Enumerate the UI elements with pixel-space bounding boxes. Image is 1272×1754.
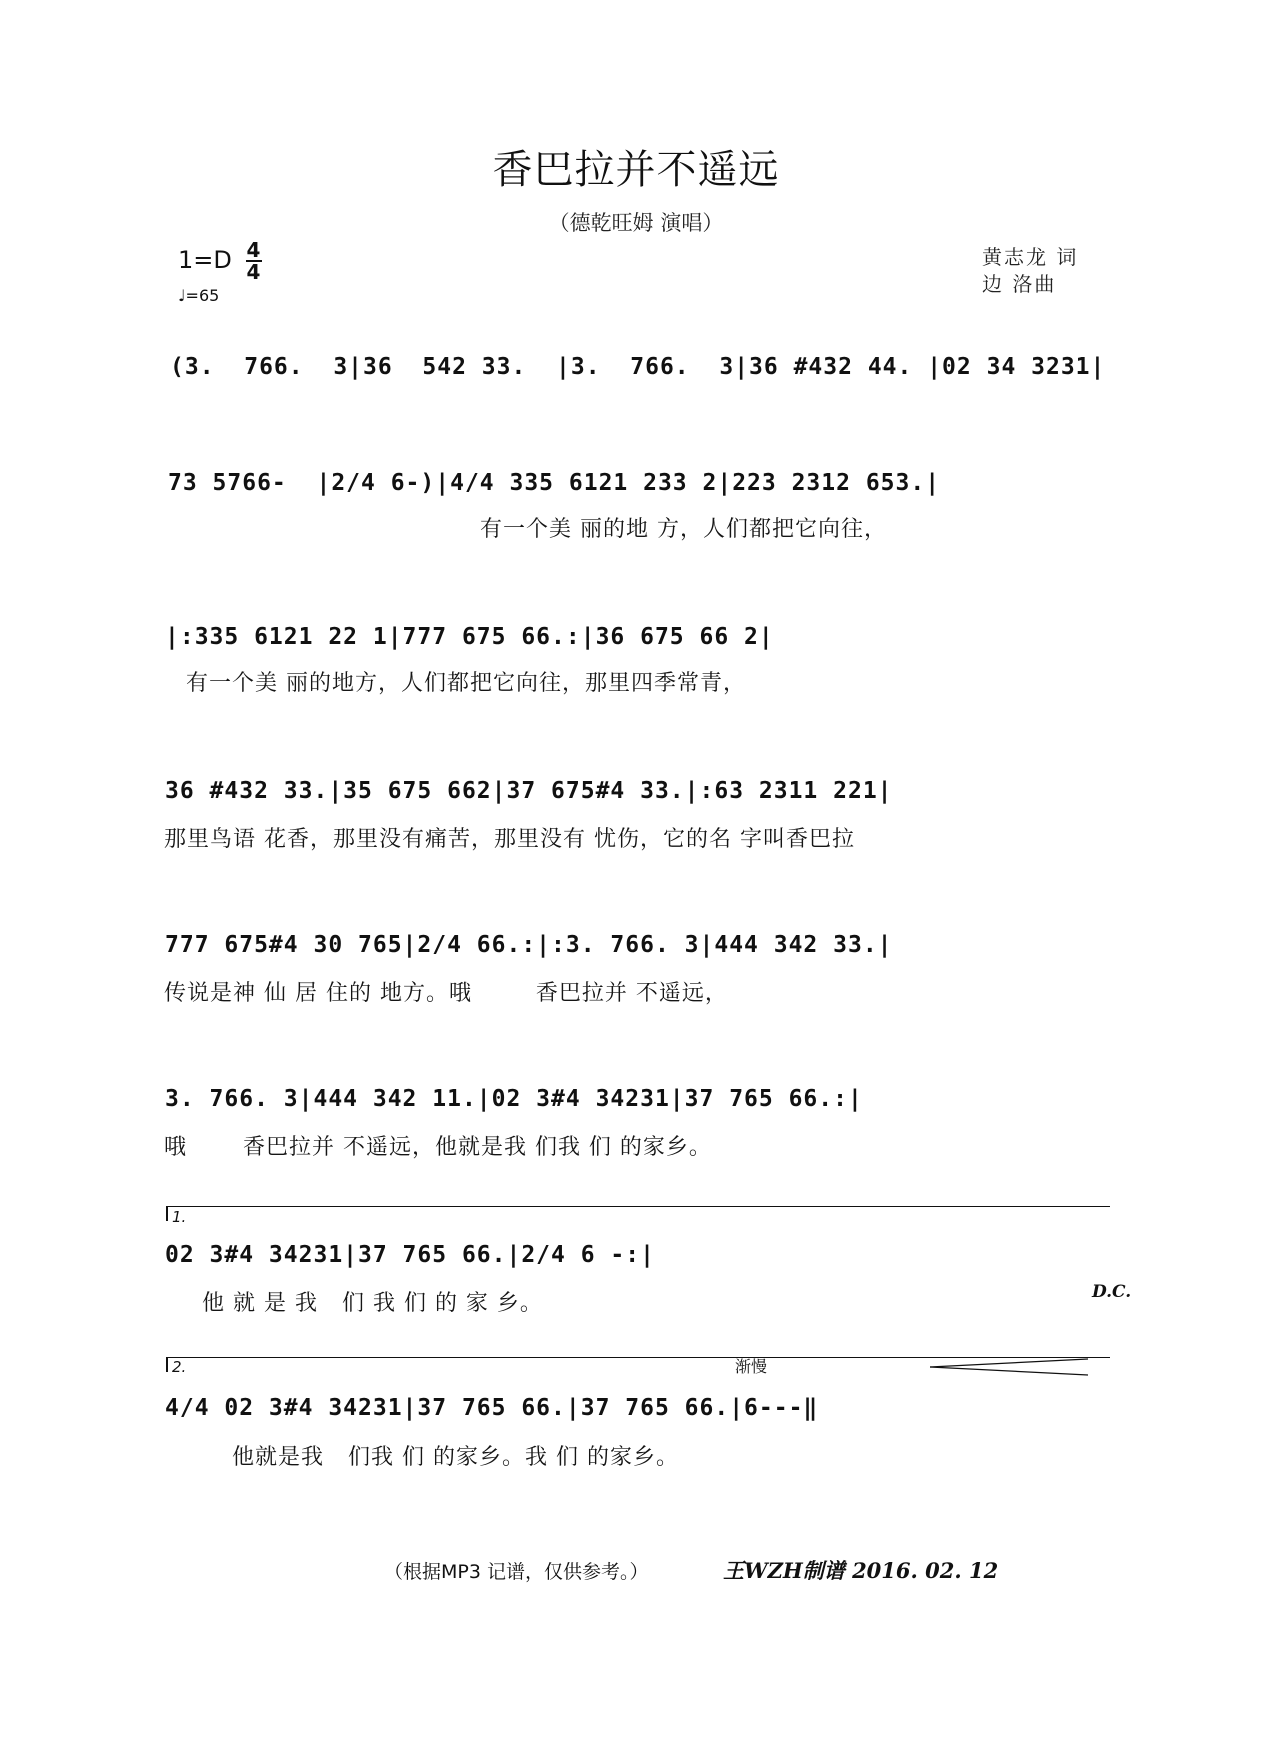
system-4-notes: 36 #432 33.|35 675 662|37 675#4 33.|:63 2311 221|: [165, 778, 893, 804]
volta-1-lyrics: 他 就 是 我 们 我 们 的 家 乡。: [202, 1291, 543, 1316]
system-5-lyrics: 传说是神 仙 居 住的 地方。哦 香巴拉并 不遥远，: [164, 981, 728, 1006]
system-4-lyrics: 那里鸟语 花香，那里没有痛苦，那里没有 忧伤，它的名 字叫香巴拉: [164, 827, 855, 852]
system-2-notes: 73 5766- |2/4 6-)|4/4 335 6121 233 2|223 2312 653.|: [168, 470, 941, 496]
system-5-notes: 777 675#4 30 765|2/4 66.:|:3. 766. 3|444 342 33.|: [165, 932, 893, 958]
tempo-mark: ♩=65: [178, 286, 220, 305]
time-signature: [246, 240, 262, 282]
dc-mark: D.C.: [1092, 1282, 1132, 1302]
volta-2-lyrics: 他就是我 们我 们 的家乡。我 们 的家乡。: [232, 1445, 679, 1470]
song-title: 香巴拉并不遥远: [492, 147, 780, 193]
system-6-lyrics: 哦 香巴拉并 不遥远，他就是我 们我 们 的家乡。: [164, 1135, 712, 1160]
system-3-lyrics: 有一个美 丽的地方，人们都把它向往，那里四季常青，: [186, 671, 746, 696]
composer-credit: 边 洛曲: [982, 272, 1057, 296]
volta-1-label: 1.: [172, 1208, 187, 1226]
performer-subtitle: （德乾旺姆 演唱）: [548, 211, 724, 235]
system-3-notes: |:335 6121 22 1|777 675 66.:|36 675 66 2|: [165, 624, 774, 650]
time-signature-bottom: 4: [246, 260, 261, 284]
key-signature: [178, 240, 262, 282]
system-1-notes: (3. 766. 3|36 542 33. |3. 766. 3|36 #432 44. |02 34 3231|: [170, 354, 1106, 380]
time-signature-top: 4: [246, 238, 261, 262]
footer-note: （根据MP3 记谱，仅供参考。）: [384, 1561, 649, 1583]
ritardando-mark: 渐慢: [735, 1357, 768, 1376]
maker-credit: 王WZH制谱 2016. 02. 12: [723, 1558, 999, 1583]
volta-2-notes: 4/4 02 3#4 34231|37 765 66.|37 765 66.|6---‖: [165, 1395, 819, 1421]
volta-2-label: 2.: [172, 1358, 187, 1376]
credits: [982, 244, 1078, 298]
volta-1-bracket: [166, 1206, 1110, 1207]
system-2-lyrics: 有一个美 丽的地 方，人们都把它向往，: [480, 517, 887, 542]
system-6-notes: 3. 766. 3|444 342 11.|02 3#4 34231|37 765 66.:|: [165, 1086, 863, 1112]
decrescendo-hairpin: [930, 1357, 1090, 1377]
key-label: 1=D: [178, 246, 232, 274]
lyricist-credit: 黄志龙 词: [982, 245, 1079, 269]
volta-1-notes: 02 3#4 34231|37 765 66.|2/4 6 -:|: [165, 1242, 655, 1268]
